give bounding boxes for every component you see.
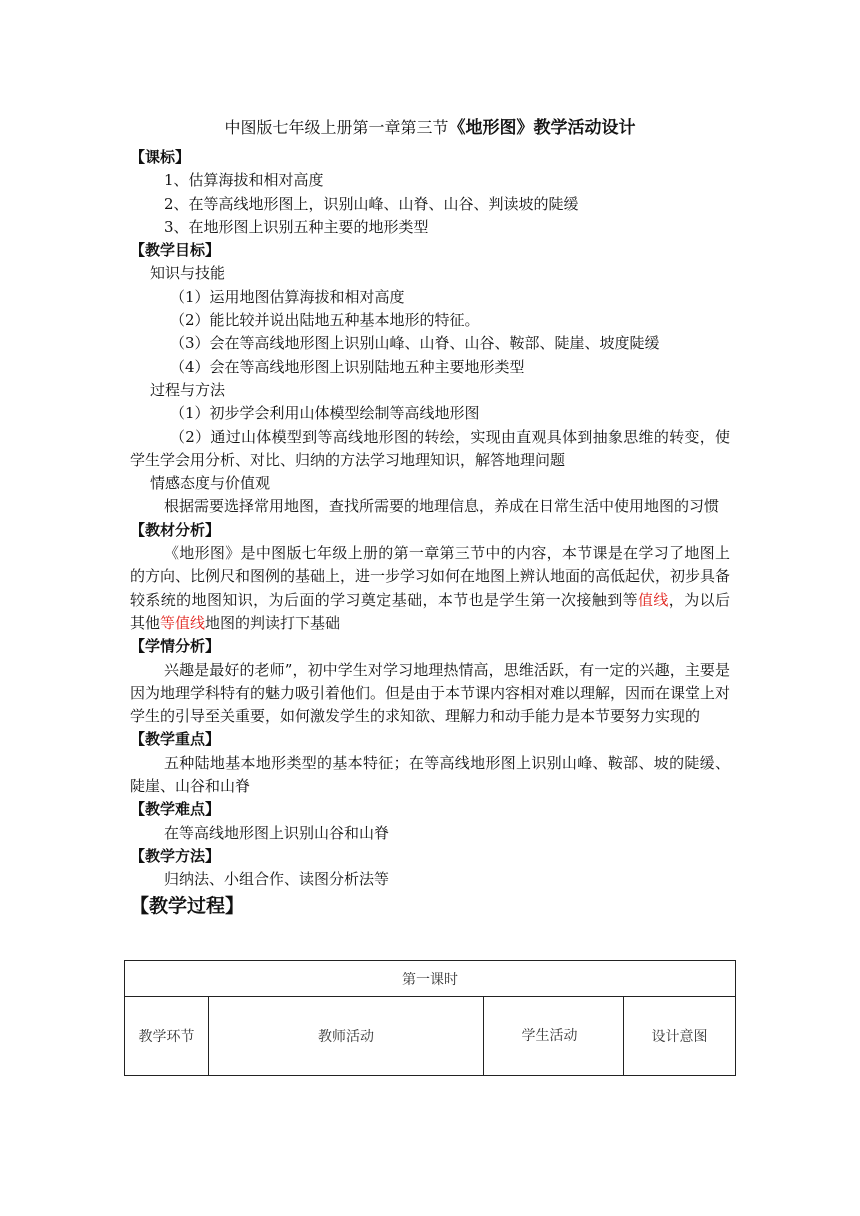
- table-row: [125, 961, 736, 997]
- material-highlight-b: 等值线: [160, 613, 206, 632]
- table-header-row: [125, 997, 736, 1076]
- column-header: 学生活动: [521, 1028, 578, 1044]
- document-body: [130, 146, 730, 920]
- key-points-heading: 【教学重点】: [130, 730, 221, 749]
- methods-text: 归纳法、小组合作、读图分析法等: [164, 870, 390, 889]
- standards-item: 2、在等高线地形图上，识别山峰、山脊、山谷、判读坡的陡缓: [164, 194, 579, 213]
- process-item: （2）通过山体模型到等高线地形图的转绘，实现由直观具体到抽象思维的转变，使学生学会用分析、对比、归纳的方法学习地理知识，解答地理问题: [130, 427, 730, 469]
- lesson-table: [124, 960, 736, 1076]
- goals-heading: 【教学目标】: [130, 241, 221, 260]
- title-prefix: 中图版七年级上册第一章第三节: [224, 118, 449, 137]
- process-label: 过程与方法: [150, 380, 226, 399]
- material-text-c: 地图的判读打下基础: [205, 613, 341, 632]
- document-title: [130, 116, 730, 140]
- material-highlight-a: 值线: [638, 590, 669, 609]
- material-text-b: ，为以后其他: [130, 590, 730, 632]
- emotion-label: 情感态度与价值观: [150, 474, 271, 493]
- knowledge-label: 知识与技能: [150, 264, 226, 283]
- difficulties-text: 在等高线地形图上识别山谷和山脊: [164, 823, 390, 842]
- students-heading: 【学情分析】: [130, 637, 221, 656]
- column-header: 教学环节: [125, 997, 209, 1076]
- session-cell: 第一课时: [125, 961, 736, 997]
- material-text-a: 《地形图》是中图版七年级上册的第一章第三节中的内容，本节课是在学习了地图上的方向、比例尺和图例的基础上，进一步学习如何在地图上辨认地面的高低起伏，初步具备较系统的地图知识，为后面的学习奠定基础，本节也是学生第一次接触到等: [130, 544, 731, 609]
- title-bold: 《地形图》教学活动设计: [448, 118, 636, 138]
- knowledge-item: （1）运用地图估算海拔和相对高度: [170, 287, 405, 306]
- process-heading: 【教学过程】: [130, 894, 245, 917]
- standards-item: 3、在地形图上识别五种主要的地形类型: [164, 217, 429, 236]
- knowledge-item: （2）能比较并说出陆地五种基本地形的特征。: [170, 311, 480, 330]
- column-header: 设计意图: [624, 997, 736, 1076]
- material-heading: 【教材分析】: [130, 520, 221, 539]
- emotion-text: 根据需要选择常用地图，查找所需要的地理信息，养成在日常生活中使用地图的习惯: [164, 497, 720, 516]
- key-points-text: 五种陆地基本地形类型的基本特征；在等高线地形图上识别山峰、鞍部、坡的陡缓、陡崖、山谷和山脊: [130, 753, 730, 796]
- standards-heading: 【课标】: [130, 148, 191, 166]
- column-header-cell: [484, 997, 624, 1076]
- material-text: [130, 542, 730, 635]
- knowledge-item: （3）会在等高线地形图上识别山峰、山脊、山谷、鞍部、陡崖、坡度陡缓: [170, 334, 660, 353]
- knowledge-item: （4）会在等高线地形图上识别陆地五种主要地形类型: [170, 357, 525, 376]
- difficulties-heading: 【教学难点】: [130, 800, 221, 819]
- methods-heading: 【教学方法】: [130, 846, 221, 865]
- students-text: 兴趣是最好的老师”，初中学生对学习地理热情高，思维活跃，有一定的兴趣，主要是因为地理学科特有的魅力吸引着他们。但是由于本节课内容相对难以理解，因而在课堂上对学生的引导至关重要，如何激发学生的求知欲、理解力和动手能力是本节要努力实现的: [130, 660, 731, 726]
- column-header: 教师活动: [209, 997, 484, 1076]
- process-item: （1）初步学会利用山体模型绘制等高线地形图: [170, 404, 480, 423]
- standards-item: 1、估算海拔和相对高度: [164, 171, 324, 190]
